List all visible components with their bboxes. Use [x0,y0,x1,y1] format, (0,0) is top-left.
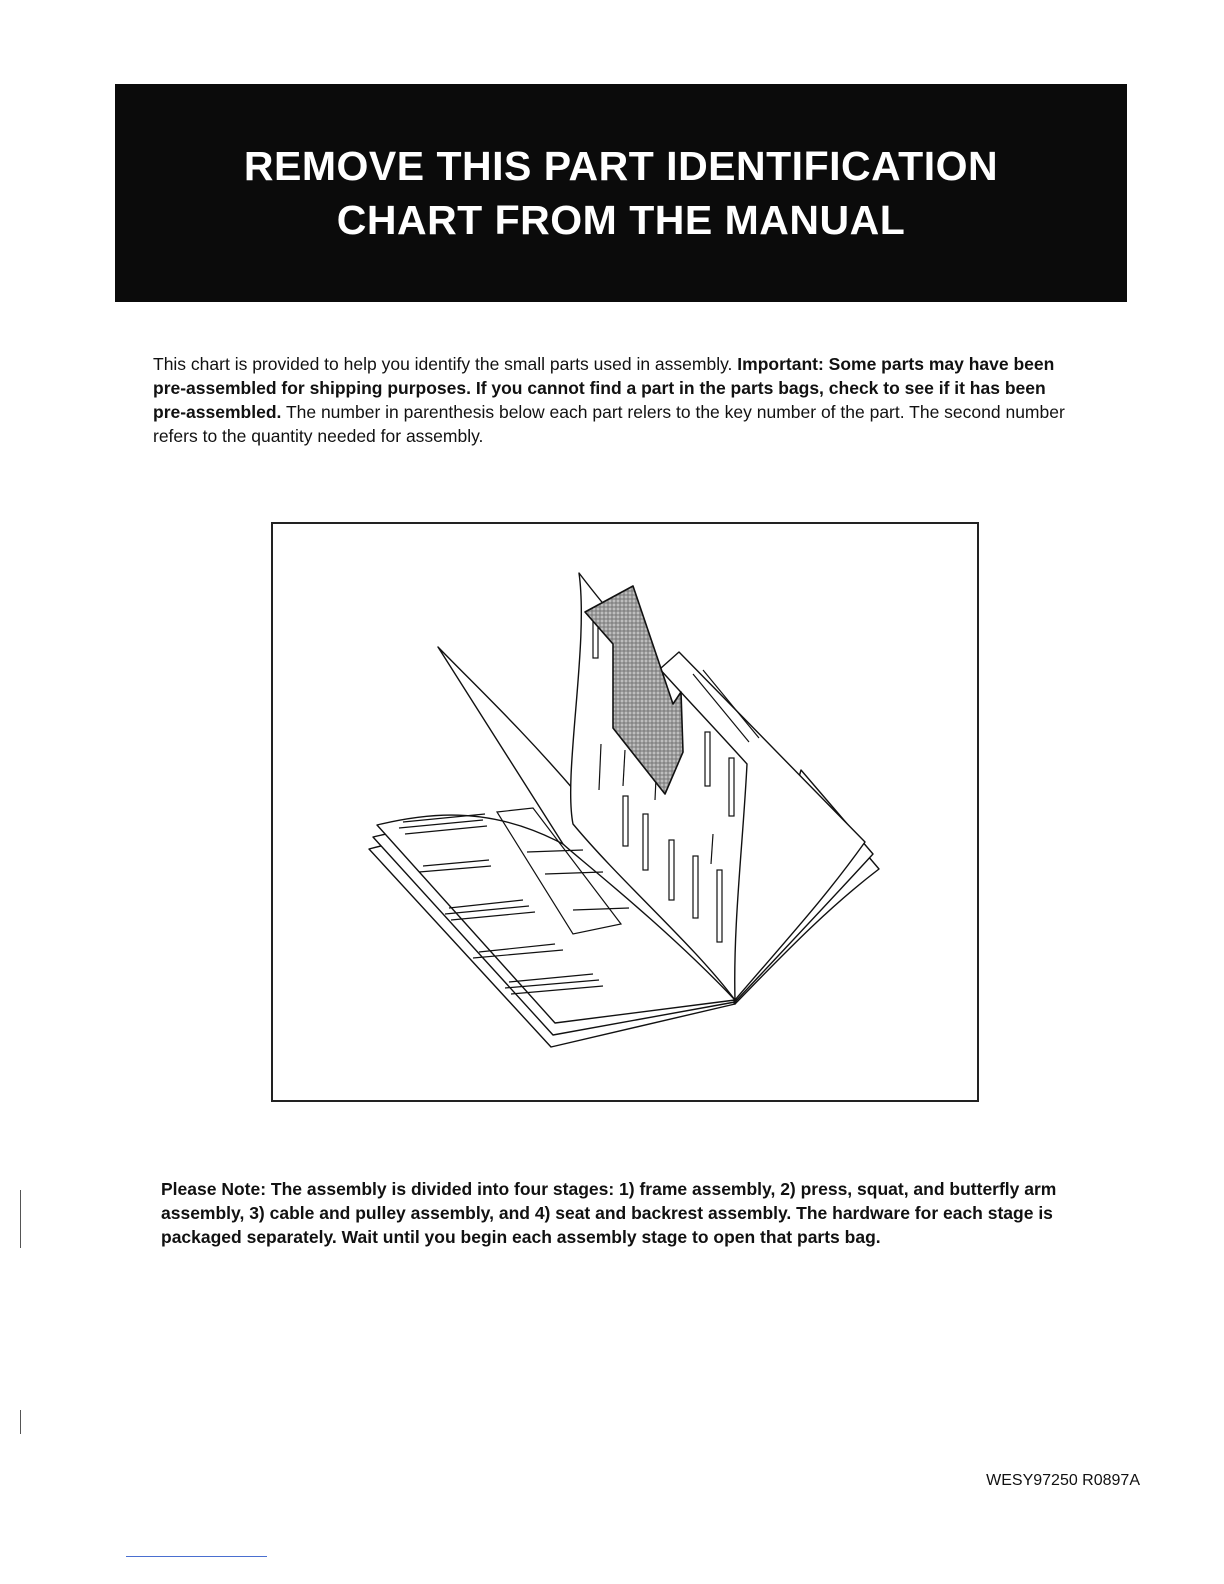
header-banner [115,84,1127,302]
manual-tear-out-icon [273,524,977,1100]
banner-title-line-2: CHART FROM THE MANUAL [336,197,906,243]
margin-mark-2 [20,1410,21,1434]
document-code: WESY97250 R0897A [986,1472,1140,1489]
banner-title-line-1: REMOVE THIS PART IDENTIFICATION [243,143,999,189]
margin-mark-1 [20,1190,21,1248]
intro-text-end: The number in parenthesis below each part relers to the key number of the part. The second number refers to the quantity needed for assembly. [153,402,1065,446]
bottom-rule [126,1556,267,1557]
manual-illustration-frame [271,522,979,1102]
intro-text-start: This chart is provided to help you identify the small parts used in assembly. [153,354,733,374]
assembly-note: Please Note: The assembly is divided into four stages: 1) frame assembly, 2) press, squat, and butterfly arm assembly, 3) cable and pulley assembly, and 4) seat and backrest assembly. The hardware for each stage is packaged separately. Wait until you begin each assembly stage to open that parts bag. [161,1179,1057,1247]
intro-paragraph [153,352,1083,448]
intro-important-text: Important: Some parts may have been pre-assembled for shipping purposes. If you cannot find a part in the parts bags, check to see if it has been pre-assembled. [153,354,1055,422]
